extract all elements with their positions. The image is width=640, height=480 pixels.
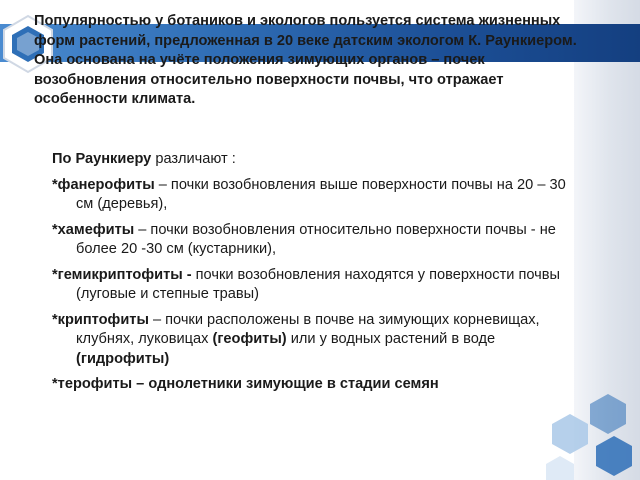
description-2: или у водных растений в воде (286, 331, 496, 347)
intro-text: различают : (155, 151, 236, 167)
list-item (52, 375, 572, 395)
body-text (52, 150, 572, 401)
hexagon-decoration-icon (530, 390, 640, 480)
list-item (52, 176, 572, 215)
description: – почки возобновления относительно поверхности почвы - не более 20 -30 см (кустарники), (76, 221, 556, 257)
description: почки возобновления находятся у поверхности почвы (луговые и степные травы) (76, 266, 561, 302)
description: – почки расположены в почве на зимующих корневищах, клубнях, луковицах (76, 311, 540, 347)
term: *терофиты – однолетники зимующие в стадии семян (52, 376, 439, 392)
slide-heading: Популярностью у ботаников и экологов пользуется система жизненных форм растений, предложенная в 20 веке датским экологом К. Раункиером. Она основана на учёте положения зимующих органов – почек возобновления относительно поверхности почвы, что отражает особенности климата. (34, 13, 577, 107)
list-item (52, 266, 572, 305)
term-geophytes: (геофиты) (212, 331, 287, 347)
list-item (52, 221, 572, 260)
list-item (52, 311, 572, 370)
term: *гемикриптофиты - (52, 266, 196, 283)
term: *криптофиты (52, 311, 149, 328)
description: – почки возобновления выше поверхности почвы на 20 – 30 см (деревья), (76, 176, 566, 212)
term-hydrophytes: (гидрофиты) (76, 350, 170, 367)
term: *хамефиты (52, 221, 135, 238)
intro-bold: По Раункиеру (52, 151, 152, 167)
term: *фанерофиты (52, 176, 155, 193)
intro-line (52, 150, 572, 170)
